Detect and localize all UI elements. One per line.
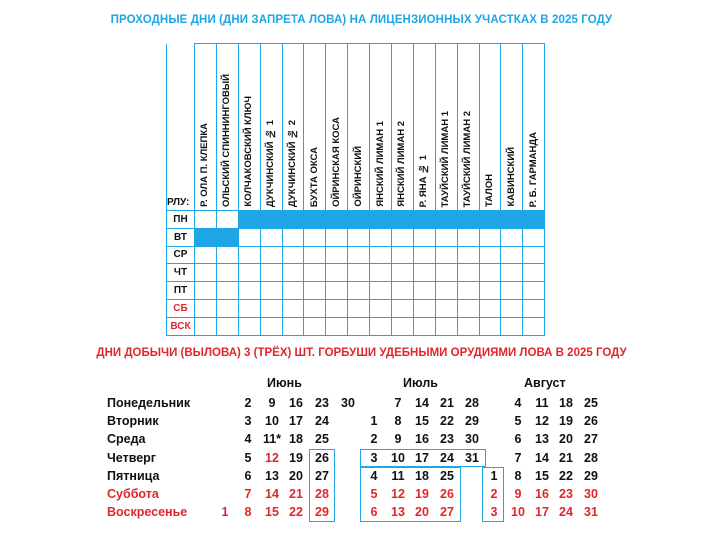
grid-cell (413, 246, 435, 264)
date-cell: 6 (370, 505, 378, 520)
date-cell: 16 (535, 487, 549, 501)
grid-cell (326, 264, 348, 282)
closed-day-cell (413, 211, 435, 229)
date-cell: 2 (490, 487, 498, 501)
date-cell: 8 (514, 468, 522, 483)
column-header (326, 44, 348, 211)
grid-cell (282, 264, 304, 282)
grid-cell (260, 228, 282, 246)
column-header (238, 44, 260, 211)
grid-cell (304, 228, 326, 246)
column-header (392, 44, 414, 211)
date-cell: 22 (289, 505, 303, 520)
grid-cell (282, 317, 304, 335)
date-cell: 31 (584, 505, 598, 520)
grid-cell (238, 228, 260, 246)
grid-cell (479, 228, 501, 246)
grid-cell (348, 246, 370, 264)
grid-cell (413, 228, 435, 246)
column-header (260, 44, 282, 211)
date-cell: 16 (415, 432, 429, 447)
grid-cell (195, 246, 217, 264)
grid-cell (304, 317, 326, 335)
date-cell: 12 (535, 414, 549, 429)
column-header-label: БУХТА ОКСА (308, 146, 320, 207)
date-cell: 8 (244, 505, 252, 520)
date-cell: 9 (268, 396, 276, 410)
date-cell: 3 (244, 414, 252, 429)
month-label: Июнь (267, 376, 302, 390)
grid-row (167, 246, 545, 264)
grid-row (167, 264, 545, 282)
date-cell: 14 (415, 396, 429, 410)
day-label: СР (167, 246, 195, 264)
month-label: Август (524, 376, 566, 390)
grid-cell (216, 282, 238, 300)
date-cell: 3 (370, 450, 378, 465)
date-cell: 11 (535, 396, 549, 410)
closed-day-cell (392, 211, 414, 229)
prohibition-grid (166, 43, 545, 336)
closed-day-cell (479, 211, 501, 229)
grid-cell (348, 317, 370, 335)
date-cell: 3 (490, 505, 498, 520)
grid-cell (326, 246, 348, 264)
grid-cell (457, 299, 479, 317)
grid-cell (216, 246, 238, 264)
date-cell: 11 (391, 468, 405, 483)
date-cell: 20 (559, 432, 573, 447)
date-cell: 5 (370, 487, 378, 501)
date-cell: 10 (511, 505, 525, 520)
date-cell: 9 (394, 432, 402, 447)
grid-cell (238, 317, 260, 335)
column-header (501, 44, 523, 211)
date-cell: 23 (559, 487, 573, 501)
date-cell: 14 (535, 450, 549, 465)
column-header-label: ДУКЧИНСКИЙ № 1 (265, 119, 277, 207)
grid-cell (370, 282, 392, 300)
date-cell: 8 (394, 414, 402, 429)
date-cell: 30 (584, 487, 598, 501)
grid-row (167, 211, 545, 229)
grid-cell (413, 299, 435, 317)
grid-cell (348, 228, 370, 246)
grid-cell (216, 264, 238, 282)
grid-cell (348, 282, 370, 300)
column-header-label: ЯНСКИЙ ЛИМАН 1 (374, 121, 386, 207)
column-header (348, 44, 370, 211)
date-cell: 13 (535, 432, 549, 447)
grid-cell (282, 282, 304, 300)
date-cell: 17 (415, 450, 429, 465)
grid-cell (435, 246, 457, 264)
column-header-label: КОЛЧАКОВСКИЙ КЛЮЧ (243, 96, 255, 207)
month-label: Июль (403, 376, 438, 390)
weekday-label: Среда (107, 432, 146, 447)
day-label: ВТ (167, 228, 195, 246)
bottom-title: ДНИ ДОБЫЧИ (ВЫЛОВА) 3 (ТРЁХ) ШТ. ГОРБУШИ УДЕБНЫМИ ОРУДИЯМИ ЛОВА В 2025 ГОДУ (96, 347, 627, 359)
date-cell: 20 (289, 468, 303, 483)
column-header (195, 44, 217, 211)
grid-cell (435, 317, 457, 335)
date-cell: 7 (394, 396, 402, 410)
grid-cell (260, 299, 282, 317)
date-cell: 22 (559, 468, 573, 483)
grid-row (167, 299, 545, 317)
date-cell: 28 (465, 396, 479, 410)
day-label: СБ (167, 299, 195, 317)
grid-cell (195, 299, 217, 317)
column-header-label: ОЙРИНСКАЯ КОСА (330, 117, 342, 207)
closed-day-cell (523, 211, 545, 229)
date-cell: 4 (370, 468, 378, 483)
grid-cell (304, 299, 326, 317)
date-cell: 25 (584, 396, 598, 410)
date-cell: 16 (289, 396, 303, 410)
date-cell: 21 (289, 487, 303, 501)
grid-cell (195, 264, 217, 282)
grid-cell (326, 299, 348, 317)
column-header-label: ОЛЬСКИЙ СПИННИНГОВЫЙ (221, 74, 233, 207)
date-cell: 6 (514, 432, 522, 447)
date-cell: 11* (262, 432, 282, 447)
date-cell: 12 (391, 487, 405, 501)
date-cell: 14 (265, 487, 279, 501)
date-cell: 12 (265, 450, 279, 465)
date-cell: 19 (559, 414, 573, 429)
fishing-days-box (309, 449, 335, 522)
closed-day-cell (260, 211, 282, 229)
closed-day-cell (282, 211, 304, 229)
date-cell: 18 (289, 432, 303, 447)
closed-day-cell (216, 228, 238, 246)
date-cell: 27 (584, 432, 598, 447)
column-header (216, 44, 238, 211)
weekday-label: Пятница (107, 468, 160, 483)
date-cell: 22 (440, 414, 454, 429)
date-cell: 1 (490, 468, 498, 483)
grid-cell (392, 299, 414, 317)
column-header-label: ТАУЙСКИЙ ЛИМАН 1 (440, 110, 452, 207)
closed-day-cell (304, 211, 326, 229)
grid-cell (348, 264, 370, 282)
closed-day-cell (501, 211, 523, 229)
grid-cell (413, 264, 435, 282)
grid-cell (523, 228, 545, 246)
grid-cell (392, 228, 414, 246)
closed-day-cell (238, 211, 260, 229)
column-header (304, 44, 326, 211)
date-cell: 24 (559, 505, 573, 520)
grid-cell (435, 299, 457, 317)
column-header-label: ТАЛОН (484, 173, 496, 207)
grid-cell (501, 246, 523, 264)
day-label: ЧТ (167, 264, 195, 282)
grid-cell (326, 228, 348, 246)
column-header-label: Р. ОЛА П. КЛЕПКА (199, 123, 211, 207)
grid-cell (304, 246, 326, 264)
grid-cell (238, 282, 260, 300)
date-cell: 27 (315, 468, 329, 483)
grid-cell (392, 264, 414, 282)
column-header-label: Р. ЯНА № 1 (418, 154, 430, 207)
date-cell: 29 (315, 505, 329, 520)
column-header (370, 44, 392, 211)
date-cell: 6 (244, 468, 252, 483)
date-cell: 29 (584, 468, 598, 483)
closed-day-cell (435, 211, 457, 229)
grid-cell (523, 264, 545, 282)
date-cell: 20 (415, 505, 429, 520)
fishing-days-box (360, 467, 461, 522)
date-cell: 26 (315, 450, 329, 465)
weekday-label: Суббота (107, 487, 159, 501)
grid-cell (523, 246, 545, 264)
grid-cell (392, 282, 414, 300)
grid-cell (370, 246, 392, 264)
column-header-label: ЯНСКИЙ ЛИМАН 2 (396, 121, 408, 207)
day-label: ВСК (167, 317, 195, 335)
grid-cell (435, 228, 457, 246)
date-cell: 7 (244, 487, 252, 501)
grid-cell (370, 299, 392, 317)
date-cell: 31 (465, 450, 479, 465)
date-cell: 21 (559, 450, 573, 465)
grid-cell (282, 228, 304, 246)
date-cell: 2 (244, 396, 252, 410)
date-cell: 28 (584, 450, 598, 465)
date-cell: 4 (514, 396, 522, 410)
grid-cell (282, 246, 304, 264)
date-cell: 13 (265, 468, 279, 483)
grid-cell (195, 282, 217, 300)
grid-cell (479, 299, 501, 317)
date-cell: 24 (440, 450, 454, 465)
grid-cell (457, 228, 479, 246)
column-header (282, 44, 304, 211)
date-cell: 18 (415, 468, 429, 483)
grid-cell (238, 299, 260, 317)
grid-cell (501, 282, 523, 300)
grid-cell (304, 282, 326, 300)
weekday-label: Воскресенье (107, 505, 188, 520)
grid-cell (501, 228, 523, 246)
grid-cell (392, 317, 414, 335)
grid-cell (479, 246, 501, 264)
grid-cell (326, 317, 348, 335)
grid-cell (260, 282, 282, 300)
column-header-label: Р. Б. ГАРМАНДА (527, 131, 539, 207)
date-cell: 21 (440, 396, 454, 410)
date-cell: 19 (289, 450, 303, 465)
grid-cell (260, 317, 282, 335)
date-cell: 10 (265, 414, 279, 429)
date-cell: 13 (391, 505, 405, 520)
grid-cell (501, 264, 523, 282)
date-cell: 28 (315, 487, 329, 501)
date-cell: 7 (514, 450, 522, 465)
grid-cell (457, 317, 479, 335)
date-cell: 10 (391, 450, 405, 465)
date-cell: 2 (370, 432, 378, 447)
grid-cell (195, 317, 217, 335)
column-header (523, 44, 545, 211)
grid-cell (304, 264, 326, 282)
date-cell: 26 (440, 487, 454, 501)
date-cell: 17 (535, 505, 549, 520)
grid-cell (282, 299, 304, 317)
grid-cell (195, 211, 217, 229)
grid-cell (238, 264, 260, 282)
date-cell: 18 (559, 396, 573, 410)
grid-cell (457, 282, 479, 300)
grid-table (166, 43, 545, 336)
grid-cell (260, 246, 282, 264)
grid-cell (216, 317, 238, 335)
date-cell: 25 (315, 432, 329, 447)
grid-cell (370, 228, 392, 246)
grid-cell (370, 264, 392, 282)
date-cell: 1 (370, 414, 378, 429)
date-cell: 24 (315, 414, 329, 429)
closed-day-cell (326, 211, 348, 229)
date-cell: 9 (514, 487, 522, 501)
date-cell: 19 (415, 487, 429, 501)
grid-cell (523, 317, 545, 335)
day-label: ПН (167, 211, 195, 229)
closed-day-cell (370, 211, 392, 229)
grid-row (167, 228, 545, 246)
grid-cell (501, 317, 523, 335)
grid-cell (260, 264, 282, 282)
column-header (435, 44, 457, 211)
grid-cell (523, 299, 545, 317)
date-cell: 15 (535, 468, 549, 483)
grid-cell (457, 246, 479, 264)
grid-cell (413, 317, 435, 335)
grid-cell (326, 282, 348, 300)
grid-cell (457, 264, 479, 282)
column-header-label: ТАУЙСКИЙ ЛИМАН 2 (462, 110, 474, 207)
column-header-label: КАВИНСКИЙ (505, 147, 517, 207)
date-cell: 25 (440, 468, 454, 483)
grid-cell (392, 246, 414, 264)
grid-cell (370, 317, 392, 335)
date-cell: 5 (244, 450, 252, 465)
fishing-days-box (360, 449, 486, 468)
date-cell: 30 (465, 432, 479, 447)
weekday-label: Понедельник (107, 396, 191, 410)
day-label: ПТ (167, 282, 195, 300)
date-cell: 26 (584, 414, 598, 429)
grid-cell (435, 282, 457, 300)
row-header-label: РЛУ: (167, 44, 195, 211)
date-cell: 5 (514, 414, 522, 429)
weekday-label: Четверг (107, 450, 157, 465)
grid-cell (238, 246, 260, 264)
column-header (479, 44, 501, 211)
grid-cell (501, 299, 523, 317)
column-header-label: ДУКЧИНСКИЙ № 2 (287, 119, 298, 207)
closed-day-cell (348, 211, 370, 229)
date-cell: 1 (221, 505, 229, 520)
grid-row (167, 317, 545, 335)
date-cell: 4 (244, 432, 252, 447)
grid-cell (479, 282, 501, 300)
date-cell: 15 (415, 414, 429, 429)
grid-cell (216, 211, 238, 229)
grid-cell (216, 299, 238, 317)
column-header (413, 44, 435, 211)
date-cell: 23 (315, 396, 329, 410)
grid-cell (435, 264, 457, 282)
date-cell: 29 (465, 414, 479, 429)
grid-cell (413, 282, 435, 300)
date-cell: 23 (440, 432, 454, 447)
date-cell: 27 (440, 505, 454, 520)
column-header (457, 44, 479, 211)
date-cell: 30 (341, 396, 355, 410)
grid-cell (523, 282, 545, 300)
grid-cell (479, 264, 501, 282)
grid-cell (348, 299, 370, 317)
date-cell: 15 (265, 505, 279, 520)
closed-day-cell (457, 211, 479, 229)
date-cell: 17 (289, 414, 303, 429)
top-title: ПРОХОДНЫЕ ДНИ (ДНИ ЗАПРЕТА ЛОВА) НА ЛИЦЕНЗИОННЫХ УЧАСТКАХ В 2025 ГОДУ (110, 14, 613, 26)
weekday-label: Вторник (107, 414, 159, 429)
grid-cell (479, 317, 501, 335)
grid-row (167, 282, 545, 300)
fishing-days-box (482, 467, 504, 522)
closed-day-cell (195, 228, 217, 246)
column-header-label: ОЙРИНСКИЙ (352, 146, 364, 207)
